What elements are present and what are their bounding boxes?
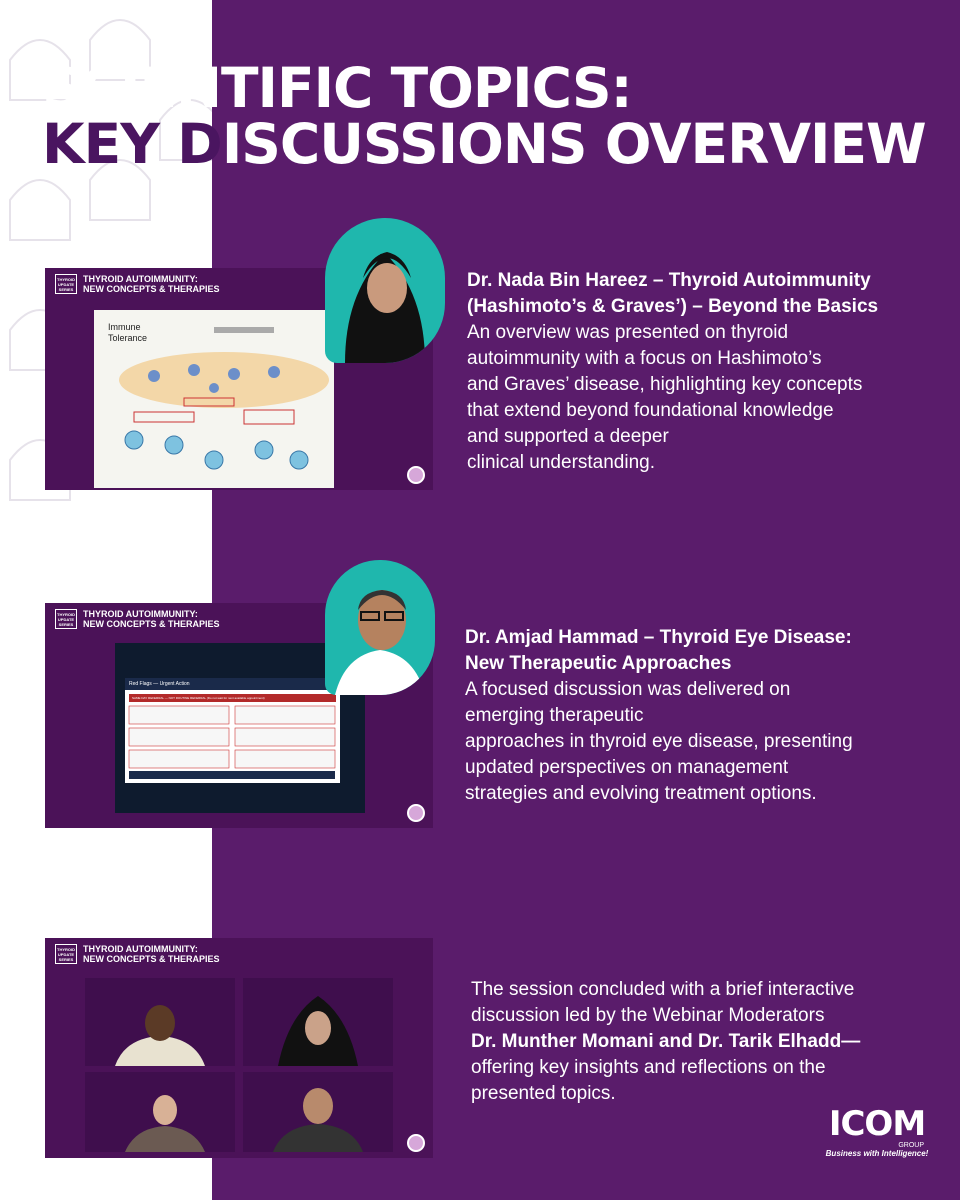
slide-title (83, 944, 220, 964)
speaker-1-line: clinical understanding. (467, 452, 656, 473)
icom-brand: ICOM (828, 1104, 926, 1144)
slide-title-line-2: NEW CONCEPTS & THERAPIES (83, 284, 220, 294)
closing-line: presented topics. (471, 1083, 616, 1104)
slide-title-line-1: THYROID AUTOIMMUNITY: (83, 609, 198, 619)
slide-title (83, 274, 220, 294)
video-tile-1 (85, 978, 235, 1066)
closing-moderators: Dr. Munther Momani and Dr. Tarik Elhadd— (471, 1031, 861, 1052)
title-line-1: SCIENTIFIC TOPICS: (42, 56, 632, 120)
speaker-2-title-line-2: New Therapeutic Approaches (465, 653, 732, 674)
slide-title-line-2: NEW CONCEPTS & THERAPIES (83, 619, 220, 629)
diagram-label (108, 322, 147, 344)
icom-logo (822, 1106, 932, 1158)
closing-line: offering key insights and reflections on the (471, 1057, 826, 1078)
slide-thumbnail-3 (45, 938, 433, 1158)
seal-icon (407, 466, 425, 484)
title-line-2 (42, 112, 926, 176)
speaker-2-description (465, 625, 853, 807)
slide-title-line-1: THYROID AUTOIMMUNITY: (83, 944, 198, 954)
speaker-photo-2 (325, 560, 435, 695)
slide-title-line-1: THYROID AUTOIMMUNITY: (83, 274, 198, 284)
speaker-2-line: strategies and evolving treatment options. (465, 783, 817, 804)
video-tile-3 (85, 1072, 235, 1152)
closing-line: discussion led by the Webinar Moderators (471, 1005, 825, 1026)
diagram-label-line-2: Tolerance (108, 333, 148, 343)
seal-icon (407, 1134, 425, 1152)
closing-line: The session concluded with a brief interactive (471, 979, 855, 1000)
speaker-1-line: that extend beyond foundational knowledge (467, 400, 834, 421)
speaker-1-title-line-1: Dr. Nada Bin Hareez – Thyroid Autoimmunity (467, 270, 871, 291)
series-logo: THYROID UPDATE SERIES (55, 944, 77, 964)
speaker-photo-1 (325, 218, 445, 363)
speaker-2-line: updated perspectives on management (465, 757, 789, 778)
slide-title (83, 609, 220, 629)
closing-description (471, 977, 860, 1107)
series-logo: THYROID UPDATE SERIES (55, 274, 77, 294)
title-line-2-light: ISCUSSIONS OVERVIEW (221, 112, 926, 176)
speaker-1-description (467, 268, 878, 476)
screen-share-slide (125, 678, 340, 783)
speaker-1-title-line-2: (Hashimoto’s & Graves’) – Beyond the Basics (467, 296, 879, 317)
speaker-1-line: and supported a deeper (467, 426, 669, 447)
slide-header (55, 274, 220, 294)
diagram-label-line-1: Immune (108, 322, 141, 332)
speaker-2-title-line-1: Dr. Amjad Hammad – Thyroid Eye Disease: (465, 627, 852, 648)
seal-icon (407, 804, 425, 822)
speaker-2-line: emerging therapeutic (465, 705, 644, 726)
slide-title-line-2: NEW CONCEPTS & THERAPIES (83, 954, 220, 964)
speaker-1-line: autoimmunity with a focus on Hashimoto’s (467, 348, 822, 369)
series-logo: THYROID UPDATE SERIES (55, 609, 77, 629)
icom-tagline: Business with Intelligence! (825, 1149, 929, 1158)
immune-tolerance-diagram (94, 310, 334, 488)
speaker-1-line: An overview was presented on thyroid (467, 322, 789, 343)
slide-header (55, 609, 220, 629)
inner-slide-title: Red Flags — Urgent Action (125, 678, 340, 690)
inner-slide-bar: SAME DAY REFERRAL — NOT ROUTINE REFERRAL (Do not wait for next available appointment) (129, 694, 336, 702)
slide-header (55, 944, 220, 964)
title-line-2-dark: KEY D (42, 112, 222, 176)
icom-group: GROUP (898, 1142, 924, 1149)
inner-slide-boxes (125, 678, 340, 783)
speaker-2-line: approaches in thyroid eye disease, presenting (465, 731, 853, 752)
speaker-2-line: A focused discussion was delivered on (465, 679, 791, 700)
speaker-1-line: and Graves’ disease, highlighting key concepts (467, 374, 863, 395)
video-tile-2 (243, 978, 393, 1066)
video-tile-4 (243, 1072, 393, 1152)
page-title (42, 56, 926, 176)
